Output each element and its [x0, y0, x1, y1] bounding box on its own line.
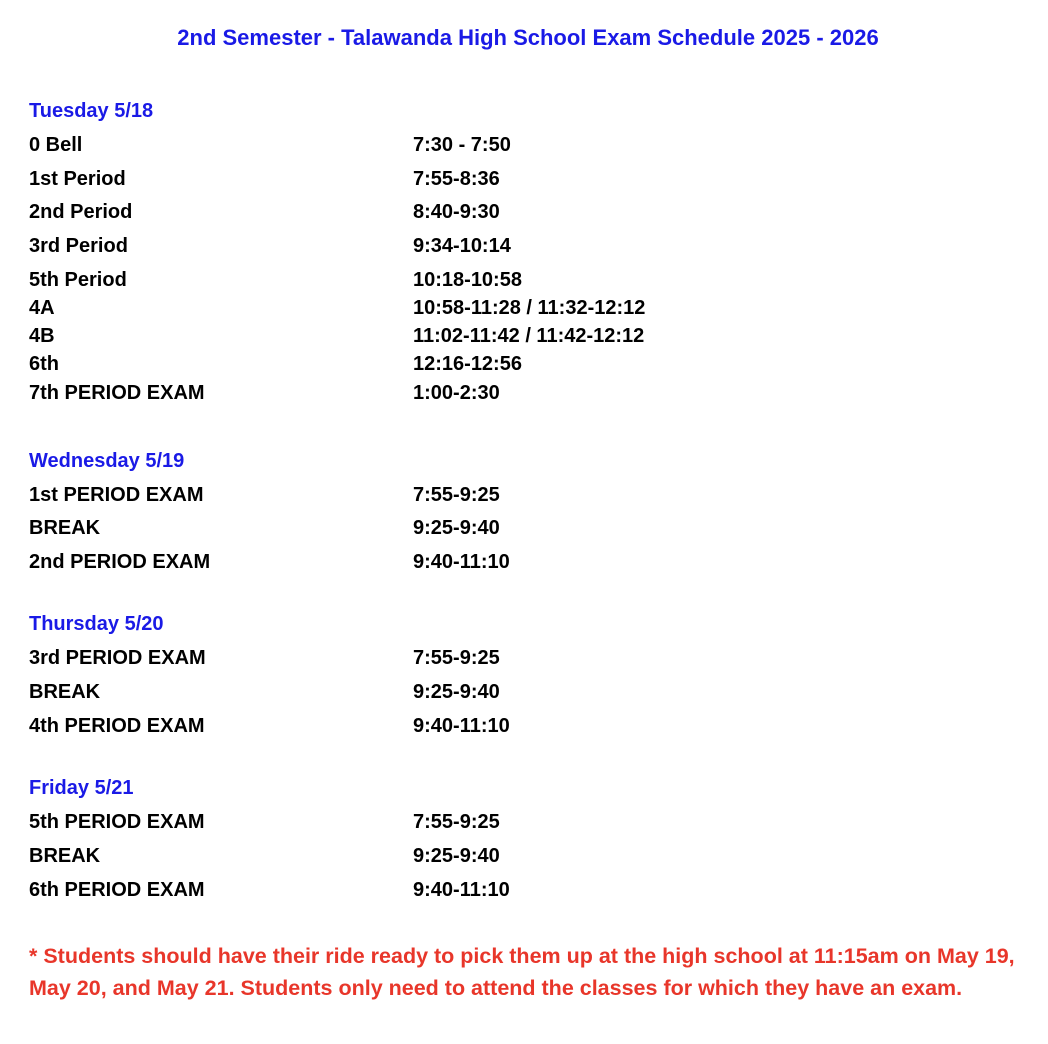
- row-label: BREAK: [29, 681, 101, 703]
- row-time: 8:40-9:30: [413, 201, 500, 223]
- row-label: 5th Period: [29, 269, 127, 291]
- schedule-row: [29, 235, 929, 259]
- schedule-row: [29, 811, 929, 835]
- schedule-row: [29, 325, 929, 349]
- row-time: 7:55-9:25: [413, 647, 500, 669]
- schedule-row: [29, 168, 929, 192]
- row-label: BREAK: [29, 845, 101, 867]
- row-label: 6th: [29, 353, 59, 375]
- schedule-row: [29, 647, 929, 671]
- row-time: 9:40-11:10: [413, 879, 510, 901]
- row-label: 4B: [29, 325, 55, 347]
- row-label: 4A: [29, 297, 55, 319]
- row-time: 1:00-2:30: [413, 382, 500, 404]
- day-heading-friday: Friday 5/21: [29, 777, 134, 799]
- row-label: BREAK: [29, 517, 101, 539]
- row-time: 12:16-12:56: [413, 353, 522, 375]
- row-time: 9:40-11:10: [413, 551, 510, 573]
- day-heading-thursday: Thursday 5/20: [29, 613, 164, 635]
- schedule-row: [29, 269, 929, 293]
- row-time: 7:55-9:25: [413, 484, 500, 506]
- row-time: 9:34-10:14: [413, 235, 511, 257]
- row-label: 2nd PERIOD EXAM: [29, 551, 211, 573]
- row-time: 10:58-11:28 / 11:32-12:12: [413, 297, 646, 319]
- row-label: 1st Period: [29, 168, 126, 190]
- row-label: 3rd PERIOD EXAM: [29, 647, 206, 669]
- day-heading-wednesday: Wednesday 5/19: [29, 450, 185, 472]
- row-time: 9:25-9:40: [413, 681, 500, 703]
- row-time: 7:30 - 7:50: [413, 134, 511, 156]
- row-time: 7:55-9:25: [413, 811, 500, 833]
- schedule-row: [29, 517, 929, 541]
- schedule-row: [29, 484, 929, 508]
- schedule-row: [29, 715, 929, 739]
- row-label: 3rd Period: [29, 235, 128, 257]
- row-label: 0 Bell: [29, 134, 83, 156]
- row-label: 2nd Period: [29, 201, 133, 223]
- schedule-row: [29, 297, 929, 321]
- row-time: 9:40-11:10: [413, 715, 510, 737]
- schedule-row: [29, 382, 929, 406]
- schedule-row: [29, 201, 929, 225]
- row-label: 1st PERIOD EXAM: [29, 484, 204, 506]
- row-time: 10:18-10:58: [413, 269, 522, 291]
- row-label: 4th PERIOD EXAM: [29, 715, 205, 737]
- schedule-row: [29, 134, 929, 158]
- row-label: 7th PERIOD EXAM: [29, 382, 205, 404]
- page-title: 2nd Semester - Talawanda High School Exam Schedule 2025 - 2026: [177, 25, 879, 50]
- schedule-row: [29, 353, 929, 377]
- schedule-row: [29, 551, 929, 575]
- schedule-row: [29, 879, 929, 903]
- day-heading-tuesday: Tuesday 5/18: [29, 100, 154, 122]
- row-time: 9:25-9:40: [413, 517, 500, 539]
- row-label: 6th PERIOD EXAM: [29, 879, 205, 901]
- pickup-note: * Students should have their ride ready to pick them up at the high school at 11:15am on May 19, May 20, and May 21. Students only need to attend the classes for which they have an exam.: [29, 944, 1015, 1000]
- row-label: 5th PERIOD EXAM: [29, 811, 205, 833]
- row-time: 11:02-11:42 / 11:42-12:12: [413, 325, 645, 347]
- row-time: 9:25-9:40: [413, 845, 500, 867]
- schedule-row: [29, 845, 929, 869]
- schedule-row: [29, 681, 929, 705]
- row-time: 7:55-8:36: [413, 168, 500, 190]
